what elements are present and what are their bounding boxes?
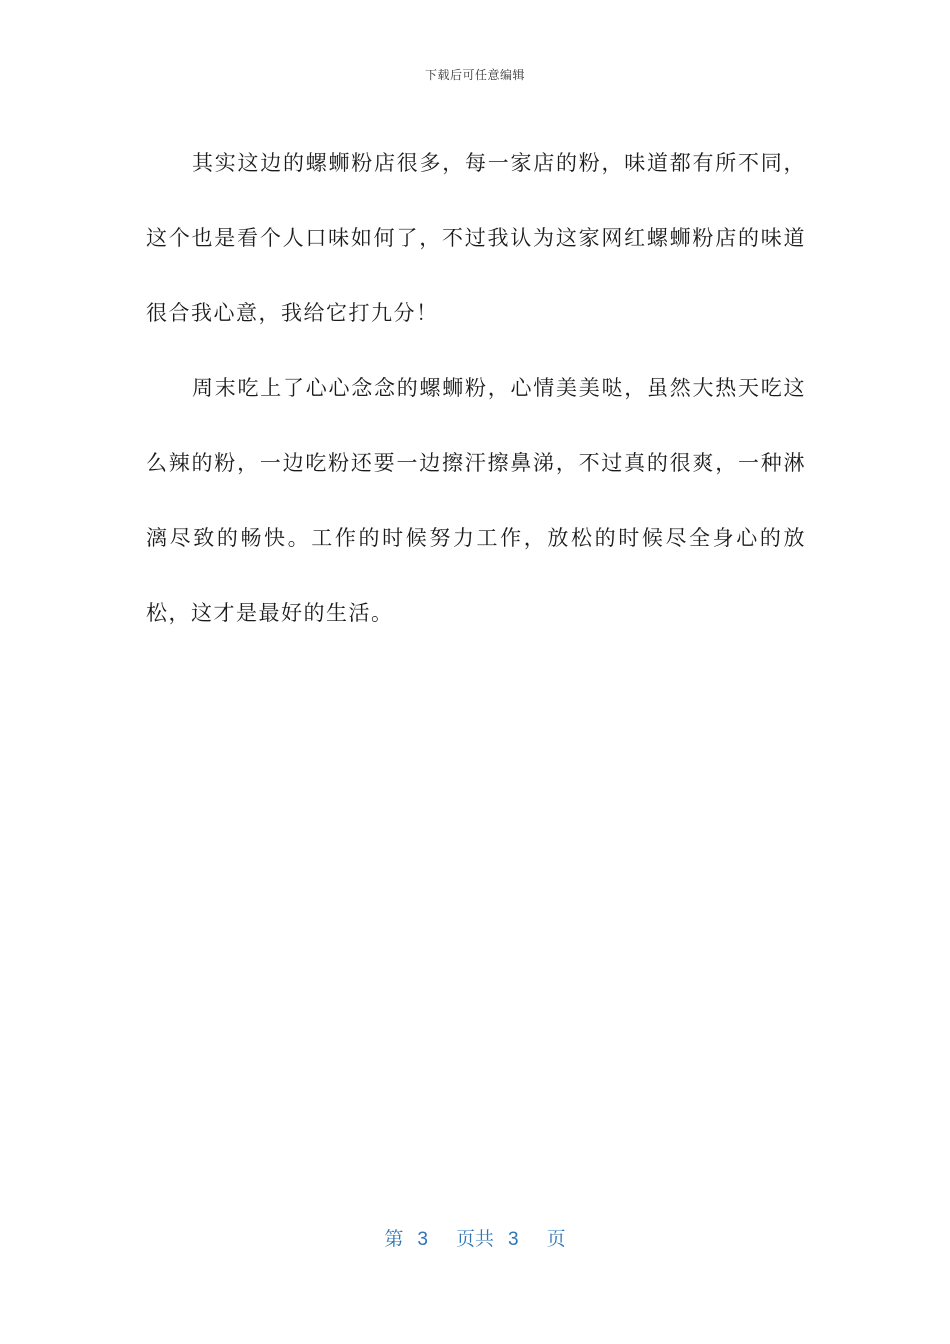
footer-middle: 页共 — [455, 1229, 494, 1250]
page-footer — [0, 1224, 950, 1251]
paragraph-1: 其实这边的螺蛳粉店很多，每一家店的粉，味道都有所不同，这个也是看个人口味如何了，不过我认为这家网红螺蛳粉店的味道很合我心意，我给它打九分！ — [146, 151, 806, 325]
footer-current-page: 3 — [417, 1229, 428, 1250]
footer-total-pages: 3 — [508, 1229, 519, 1250]
paragraph-2: 周末吃上了心心念念的螺蛳粉，心情美美哒，虽然大热天吃这么辣的粉，一边吃粉还要一边擦汗擦鼻涕，不过真的很爽，一种淋漓尽致的畅快。工作的时候努力工作，放松的时候尽全身心的放松，这才是最好的生活。 — [146, 376, 806, 625]
document-body — [146, 126, 806, 651]
footer-prefix: 第 — [384, 1229, 404, 1250]
footer-suffix: 页 — [546, 1229, 566, 1250]
page-header-note: 下载后可任意编辑 — [424, 68, 525, 82]
